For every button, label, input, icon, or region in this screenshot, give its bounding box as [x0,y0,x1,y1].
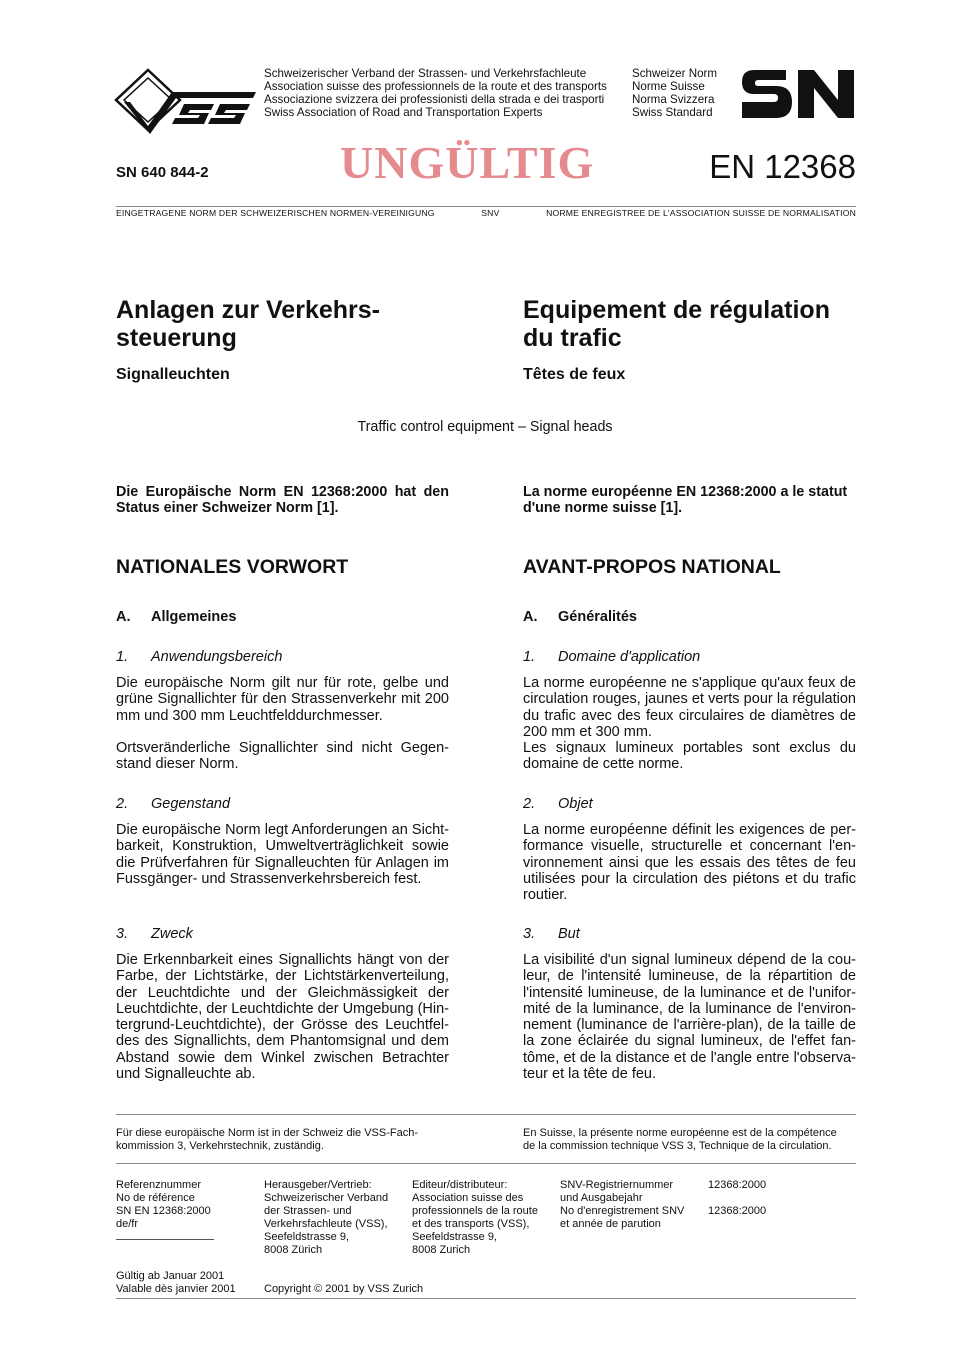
fr-subheading [523,609,856,625]
publisher-line: Herausgeber/Vertrieb: [264,1179,372,1191]
snv-block [560,1179,684,1231]
de-title [116,296,449,352]
item-title: Domaine d'application [558,649,701,665]
item-title: Anwendungsbereich [151,649,283,665]
registration-left: EINGETRAGENE NORM DER SCHWEIZERISCHEN NORMEN-VEREINIGUNG [116,208,435,218]
en-title: Traffic control equipment – Signal heads [357,419,613,435]
de-section-heading: NATIONALES VORWORT [116,556,349,578]
item-num: 2. [523,796,536,812]
de-paragraph: Die europäische Norm legt Anforderungen an Sicht-barkeit, Konstruktion, Umweltverträglichkeit sowie die Prüfverfahren für Signalleuchten für Anlagen im Fussgänger- und Strassenverkehrsbereich fest. [116,822,449,887]
fr-item-heading [523,926,856,942]
footer-rule-top [116,1114,856,1115]
competence-fr-line: En Suisse, la présente norme européenne est de la compétence [523,1127,837,1139]
publisher-line: Schweizerischer Verband [264,1192,389,1204]
item-title: Zweck [151,926,193,942]
item-num: 2. [116,796,129,812]
publisher-line: der Strassen- und [264,1205,352,1217]
fr-section-heading: AVANT-PROPOS NATIONAL [523,556,781,578]
association-line: Associazione svizzera dei professionisti della strada e dei trasporti [264,93,605,106]
editeur-line: Editeur/distributeur: [412,1179,508,1191]
publisher-line: 8008 Zürich [264,1244,323,1256]
reference-line: Referenznummer [116,1179,201,1191]
editeur-line: Seefeldstrasse 9, [412,1231,497,1243]
item-num: 1. [523,649,536,665]
snv-value: 12368:2000 [708,1179,767,1191]
reference-line: No de référence [116,1192,195,1204]
publisher-line: Seefeldstrasse 9, [264,1231,349,1243]
item-num: 1. [116,649,129,665]
sn-logo [740,68,856,125]
de-item-heading [116,649,449,665]
fr-item-heading [523,649,856,665]
de-item-heading [116,796,449,812]
vss-logo [114,68,259,139]
editeur-line: Association suisse des [412,1192,524,1204]
fr-paragraph: La visibilité d'un signal lumineux dépend de la cou-leur, de l'intensité lumineuse, de la répartition de l'intensité lumineuse, de la luminance et de l'unifor-mité de la luminance, de la luminance de l'environ-nement (luminance de l'arrière-plan), de la taille de la zone éclairée du signal lumineux, de l'effet fan-tôme, et de la distance et de l'angle entre l'observa-teur et la tête de feu. [523,952,856,1083]
competence-de-line: Für diese europäische Norm ist in der Schweiz die VSS-Fach- [116,1127,419,1139]
invalid-stamp: UNGÜLTIG [340,137,595,188]
de-subheading [116,609,449,625]
fr-title-line: Equipement de régulation [523,296,830,324]
editeur-block [412,1179,538,1257]
fr-paragraph: La norme européenne définit les exigences de per-formance visuelle, structurelle et concernant l'en-vironnement ainsi que les essais des têtes de feu utilisées pour la circulation des piétons et du trafic routier. [523,822,856,904]
de-status: Die Europäische Norm EN 12368:2000 hat den Status einer Schweizer Norm [1]. [116,484,449,516]
publisher-line: Verkehrsfachleute (VSS), [264,1218,388,1230]
publisher-block [264,1179,388,1257]
reference-line: SN EN 12368:2000 [116,1205,211,1217]
reference-divider [116,1239,214,1240]
competence-de-line: kommission 3, Verkehrstechnik, zuständig. [116,1140,324,1152]
editeur-line: et des transports (VSS), [412,1218,530,1230]
competence-fr-line: de la commission technique VSS 3, Technique de la circulation. [523,1140,832,1152]
editeur-line: professionnels de la route [412,1205,538,1217]
de-item-heading [116,926,449,942]
de-title-line: steuerung [116,324,237,352]
reference-line: de/fr [116,1218,139,1230]
fr-title-line: du trafic [523,324,622,352]
competence-de [116,1127,418,1153]
snv-line: SNV-Registriernummer [560,1179,674,1191]
association-names [264,67,607,119]
footer-rule-bottom [116,1298,856,1299]
fr-status: La norme européenne EN 12368:2000 a le statut d'une norme suisse [1]. [523,484,848,516]
registration-line [116,208,856,218]
de-paragraph: Die Erkennbarkeit eines Signallichts hängt von der Farbe, der Lichtstärke, der Lichtstärkenverteilung, der Leuchtdichte und der Gleichmässigkeit der Leuchtdichte, der Leuchtdichte der Umgebung (Hin-tergrund-Leuchtdichte), der Grösse des Leuchtfel-des des Signallichts, dem Phantomsignal und dem Abstand sowie dem Winkel zwischen Betrachter und Signalleuchte ab. [116,952,449,1083]
de-paragraph: Ortsveränderliche Signallichter sind nicht Gegen-stand dieser Norm. [116,740,449,773]
fr-subheading-num: A. [523,609,538,625]
snv-line: und Ausgabejahr [560,1192,643,1204]
snv-value: 12368:2000 [708,1205,767,1217]
standard-name: Norme Suisse [632,80,705,93]
item-num: 3. [116,926,129,942]
validity-block [116,1270,236,1296]
de-subheading-num: A. [116,609,131,625]
de-paragraph: Die europäische Norm gilt nur für rote, gelbe und grüne Signallichter für den Strassenverkehr mit 200 mm und 300 mm Leuchtfelddurchmesser. [116,675,449,724]
editeur-line: 8008 Zurich [412,1244,471,1256]
competence-fr [523,1127,837,1153]
snv-line: No d'enregistrement SNV [560,1205,685,1217]
document-number: SN 640 844-2 [116,164,209,181]
fr-paragraph: La norme européenne ne s'applique qu'aux feux de circulation rouges, jaunes et verts pour la régulation du trafic avec des feux circulaires de diamètres de 200 mm et 300 mm. [523,675,856,740]
footer-rule-mid [116,1163,856,1164]
snv-line: et année de parution [560,1218,661,1230]
fr-title [523,296,856,352]
association-line: Swiss Association of Road and Transportation Experts [264,106,543,119]
de-subtitle: Signalleuchten [116,366,230,383]
item-num: 3. [523,926,536,942]
header-rule [116,206,856,207]
association-line: Association suisse des professionnels de la route et des transports [264,80,607,93]
en-number: EN 12368 [709,148,856,185]
association-line: Schweizerischer Verband der Strassen- und Verkehrsfachleute [264,67,587,80]
fr-item-heading [523,796,856,812]
item-title: But [558,926,580,942]
standard-names [632,67,717,119]
registration-center: SNV [481,208,500,218]
item-title: Gegenstand [151,796,231,812]
item-title: Objet [558,796,593,812]
validity-fr: Valable dès janvier 2001 [116,1283,236,1295]
validity-de: Gültig ab Januar 2001 [116,1270,225,1282]
fr-paragraph: Les signaux lumineux portables sont exclus du domaine de cette norme. [523,740,856,773]
fr-subtitle: Têtes de feux [523,366,626,383]
reference-block [116,1179,214,1240]
standard-name: Swiss Standard [632,106,713,119]
standard-name: Schweizer Norm [632,67,718,80]
copyright: Copyright © 2001 by VSS Zurich [264,1283,424,1295]
registration-right: NORME ENREGISTREE DE L'ASSOCIATION SUISSE DE NORMALISATION [546,208,856,218]
standard-name: Norma Svizzera [632,93,715,106]
fr-subheading-text: Généralités [558,609,637,625]
de-subheading-text: Allgemeines [151,609,237,625]
de-title-line: Anlagen zur Verkehrs- [116,296,380,324]
